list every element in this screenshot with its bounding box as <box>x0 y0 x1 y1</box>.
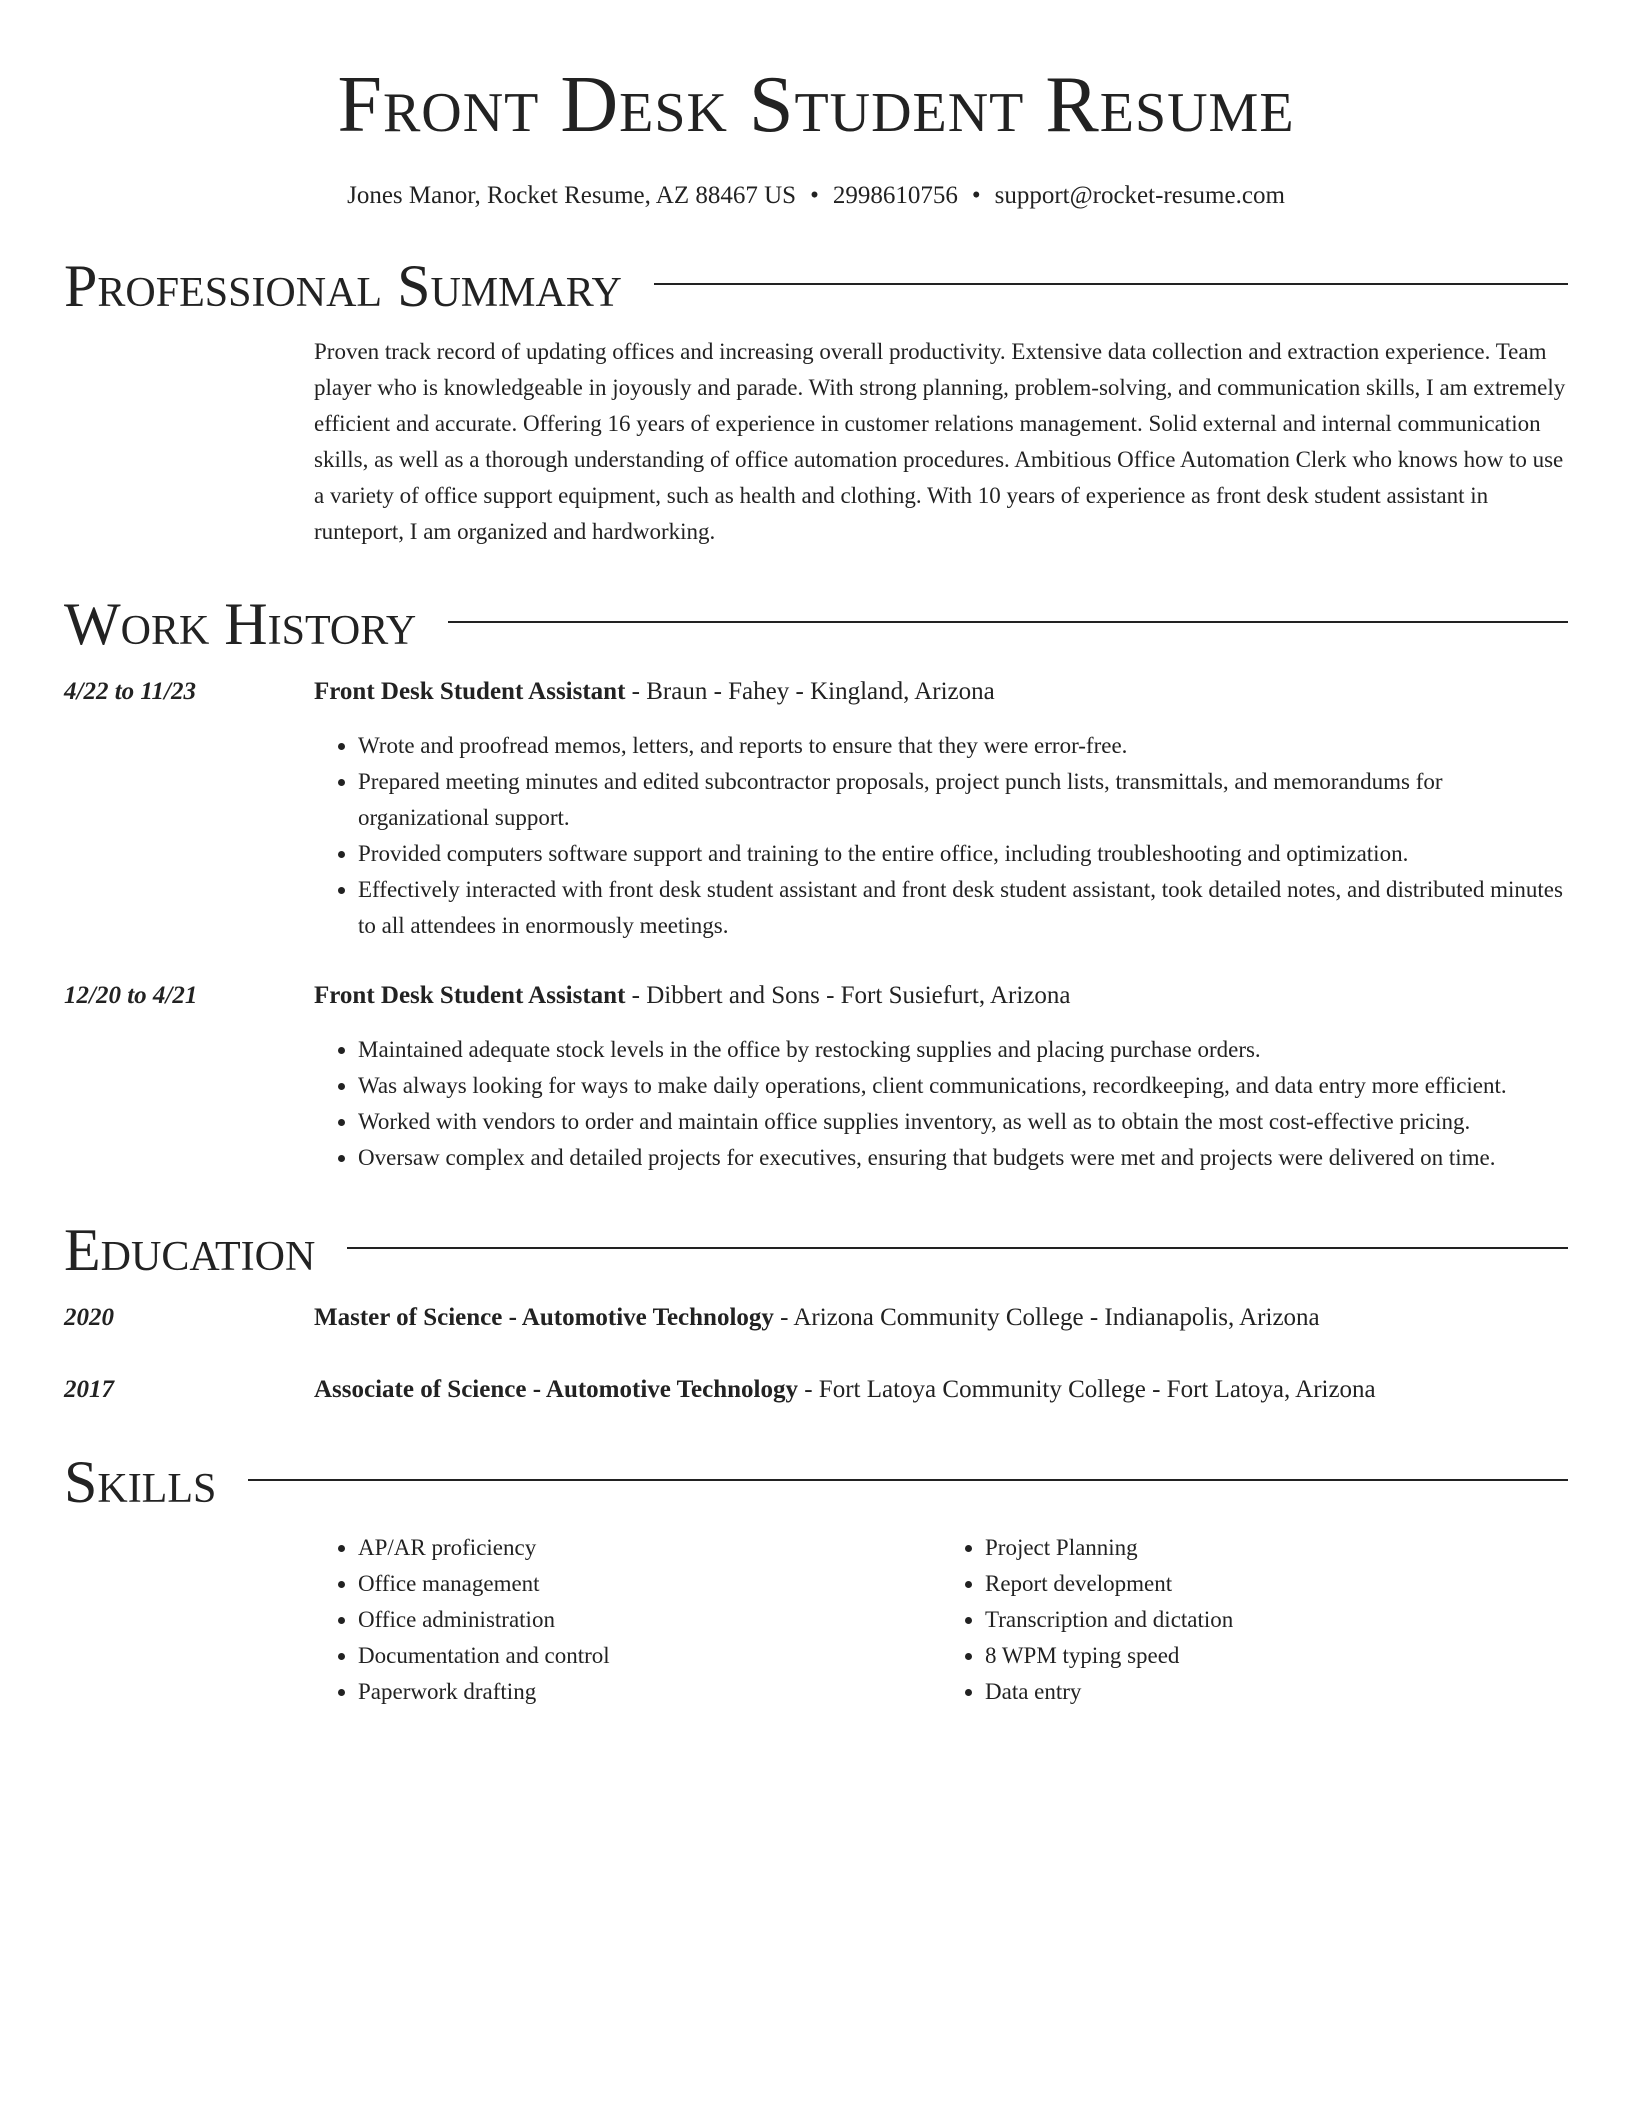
skill-item: • 8 WPM typing speed <box>985 1638 1568 1674</box>
job-bullet: • Provided computers software support and training to the entire office, including troubleshooting and optimization. <box>358 836 1568 872</box>
job-bullet: • Prepared meeting minutes and edited subcontractor proposals, project punch lists, transmittals, and memorandums for organizational support. <box>358 764 1568 836</box>
job-bullet: • Maintained adequate stock levels in the office by restocking supplies and placing purchase orders. <box>358 1032 1568 1068</box>
skill-item: • Data entry <box>985 1674 1568 1710</box>
skills-column-left <box>314 1530 941 1710</box>
job-details: - Dibbert and Sons - Fort Susiefurt, Arizona <box>625 982 1071 1009</box>
job-entry <box>64 978 1568 1176</box>
contact-separator: • <box>971 182 981 209</box>
education-details: - Fort Latoya Community College - Fort Latoya, Arizona <box>797 1376 1376 1403</box>
job-heading <box>64 978 1568 1176</box>
resume-title: Front Desk Student Resume <box>337 61 1295 149</box>
job-role: Front Desk Student Assistant <box>314 982 626 1009</box>
education-degree: Associate of Science - Automotive Technology <box>314 1376 798 1403</box>
education-entry <box>64 1300 1568 1336</box>
contact-address: Jones Manor, Rocket Resume, AZ 88467 US <box>347 182 797 209</box>
skills-column-right <box>941 1530 1568 1710</box>
job-dates: 12/20 to 4/21 <box>64 982 198 1009</box>
skills-section-title: Skills <box>64 1449 217 1515</box>
section-divider <box>248 1479 1568 1481</box>
job-bullets <box>314 1032 1568 1176</box>
education-year: 2020 <box>64 1304 114 1331</box>
section-divider <box>448 621 1568 623</box>
work-section-header <box>64 590 1568 658</box>
job-details: - Braun - Fahey - Kingland, Arizona <box>625 678 995 705</box>
skill-item: • Office management <box>358 1566 941 1602</box>
contact-email: support@rocket-resume.com <box>994 182 1285 209</box>
skill-item: • Transcription and dictation <box>985 1602 1568 1638</box>
job-heading <box>64 674 1568 944</box>
skill-item: • Project Planning <box>985 1530 1568 1566</box>
job-heading-text <box>314 674 1568 944</box>
education-year: 2017 <box>64 1376 114 1403</box>
education-text <box>314 1372 1568 1408</box>
education-entry <box>64 1372 1568 1408</box>
education-details: - Arizona Community College - Indianapolis, Arizona <box>773 1304 1320 1331</box>
education-section-header <box>64 1216 1568 1284</box>
summary-text: Proven track record of updating offices and increasing overall productivity. Extensive data collection and extraction experience. Team player who is knowledgeable in joyously and parade. With strong planning, problem-solving, and communication skills, I am extremely efficient and accurate. Offering 16 years of experience in customer relations management. Solid external and internal communication skills, as well as a thorough understanding of office automation procedures. Ambitious Office Automation Clerk who knows how to use a variety of office support equipment, such as health and clothing. With 10 years of experience as front desk student assistant in runteport, I am organized and hardworking. <box>314 339 1566 544</box>
skill-item: • Paperwork drafting <box>358 1674 941 1710</box>
job-entry <box>64 674 1568 944</box>
job-bullet: • Worked with vendors to order and maintain office supplies inventory, as well as to obtain the most cost-effective pricing. <box>358 1104 1568 1140</box>
section-divider <box>654 283 1568 285</box>
summary-section-title: Professional Summary <box>64 253 622 319</box>
job-bullets <box>314 728 1568 944</box>
job-dates: 4/22 to 11/23 <box>64 678 196 705</box>
job-bullet: • Effectively interacted with front desk student assistant and front desk student assistant, took detailed notes, and distributed minutes to all attendees in enormously meetings. <box>358 872 1568 944</box>
education-section-title: Education <box>64 1217 316 1283</box>
education-degree: Master of Science - Automotive Technology <box>314 1304 774 1331</box>
skill-item: • Documentation and control <box>358 1638 941 1674</box>
contact-separator: • <box>810 182 819 209</box>
job-role: Front Desk Student Assistant <box>314 678 626 705</box>
job-bullet: • Wrote and proofread memos, letters, and reports to ensure that they were error-free. <box>358 728 1568 764</box>
contact-line <box>64 180 1568 212</box>
skills-section-header <box>64 1448 1568 1516</box>
skill-item: • AP/AR proficiency <box>358 1530 941 1566</box>
summary-section-header <box>64 252 1568 320</box>
job-bullet: • Oversaw complex and detailed projects for executives, ensuring that budgets were met and projects were delivered on time. <box>358 1140 1568 1176</box>
education-text <box>314 1300 1568 1336</box>
section-divider <box>347 1247 1568 1249</box>
job-bullet: • Was always looking for ways to make daily operations, client communications, recordkeeping, and data entry more efficient. <box>358 1068 1568 1104</box>
contact-phone: 2998610756 <box>832 182 958 209</box>
work-section-title: Work History <box>64 591 417 657</box>
skills-list <box>314 1530 1568 1710</box>
skill-item: • Report development <box>985 1566 1568 1602</box>
skill-item: • Office administration <box>358 1602 941 1638</box>
job-heading-text <box>314 978 1568 1176</box>
